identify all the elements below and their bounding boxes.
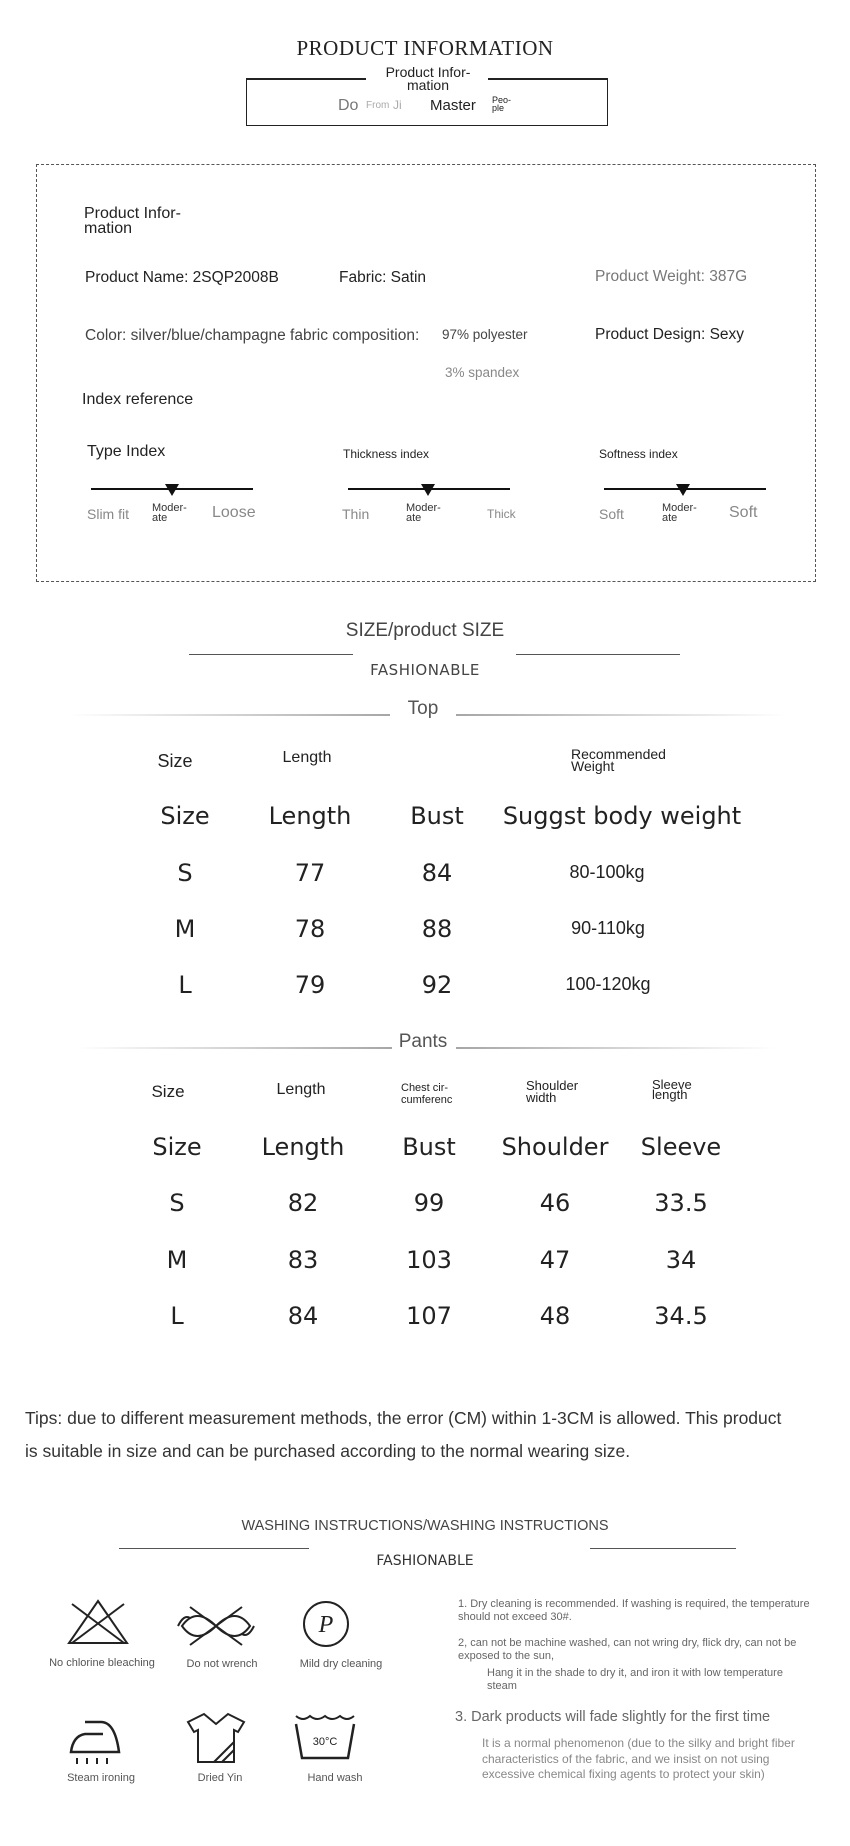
hand-wash-label: Hand wash: [307, 1772, 363, 1784]
top-table-label: Top: [407, 698, 439, 719]
composition-polyester: 97% polyester: [442, 327, 528, 342]
type-index-marker: [165, 484, 179, 496]
steam-iron-icon: [67, 1714, 123, 1766]
washing-note-1: 1. Dry cleaning is recommended. If washing is required, the temperature should not exceed 30#.: [458, 1598, 810, 1623]
product-name: Product Name: 2SQP2008B: [85, 269, 279, 286]
table-row: M: [166, 1246, 188, 1274]
table-row: S: [169, 1189, 185, 1217]
softness-index-mid: Moder- ate: [662, 502, 697, 524]
washing-note-2b: Hang it in the shade to dry it, and iron it with low temperature steam: [487, 1667, 783, 1692]
type-index-left: Slim fit: [87, 506, 129, 522]
washing-note-3b: It is a normal phenomenon (due to the silky and bright fiber characteristics of the fabric, and we insist on not using excessive chemical fixing agents to protect your skin): [482, 1736, 795, 1781]
softness-index-left: Soft: [599, 506, 624, 522]
header-word-from: From: [366, 100, 390, 111]
pants-header-shoulder: Shoulder: [501, 1133, 609, 1161]
steam-iron-label: Steam ironing: [67, 1772, 135, 1784]
info-heading: Product Infor- mation: [84, 205, 181, 237]
type-index-title: Type Index: [87, 443, 166, 460]
composition-spandex: 3% spandex: [445, 365, 520, 380]
thickness-index-left: Thin: [342, 506, 370, 522]
hand-wash-glyph: 30°C: [312, 1736, 338, 1748]
pants-small-header-size: Size: [151, 1082, 185, 1101]
table-cell: 100-120kg: [565, 974, 651, 994]
table-cell: 79: [294, 971, 326, 999]
table-cell: 107: [406, 1302, 452, 1330]
top-small-header-length: Length: [282, 749, 332, 766]
mild-dry-clean-glyph: P: [318, 1612, 334, 1638]
washing-note-3: 3. Dark products will fade slightly for the first time: [455, 1709, 771, 1725]
table-cell: 99: [413, 1189, 445, 1217]
table-row: L: [178, 971, 192, 999]
softness-index-marker: [676, 484, 690, 496]
table-row: S: [177, 859, 193, 887]
table-cell: 88: [421, 915, 453, 943]
table-cell: 80-100kg: [569, 862, 645, 882]
pants-header-length: Length: [261, 1133, 345, 1161]
top-small-header-weight: Recommended Weight: [571, 746, 666, 774]
color-composition: Color: silver/blue/champagne fabric composition:: [85, 327, 420, 344]
pants-small-header-shoulder: Shoulder width: [526, 1078, 579, 1105]
table-cell: 34.5: [654, 1302, 708, 1330]
table-cell: 78: [294, 915, 326, 943]
washing-subtitle: FASHIONABLE: [376, 1553, 474, 1569]
header-box-label: Product Infor- mation: [385, 64, 471, 93]
top-header-length: Length: [268, 802, 352, 830]
thickness-index-marker: [421, 484, 435, 496]
mild-dry-clean-label: Mild dry cleaning: [299, 1658, 383, 1670]
header-word-do: Do: [338, 97, 359, 114]
hand-wash-icon: [294, 1712, 356, 1762]
pants-header-size: Size: [152, 1133, 202, 1161]
table-cell: 82: [287, 1189, 319, 1217]
table-cell: 77: [294, 859, 326, 887]
product-design: Product Design: Sexy: [595, 326, 745, 343]
table-cell: 47: [539, 1246, 571, 1274]
table-cell: 103: [406, 1246, 452, 1274]
table-cell: 46: [539, 1189, 571, 1217]
washing-note-2: 2, can not be machine washed, can not wring dry, flick dry, can not be exposed to the sun,: [458, 1637, 797, 1662]
thickness-index-title: Thickness index: [343, 447, 430, 461]
pants-small-header-length: Length: [276, 1081, 326, 1098]
mild-dry-clean-icon: [302, 1600, 350, 1648]
header-word-ji: Ji: [393, 98, 402, 112]
top-small-header-size: Size: [157, 751, 193, 771]
table-cell: 48: [539, 1302, 571, 1330]
product-weight: Product Weight: 387G: [595, 268, 748, 285]
header-word-people: Peo- ple: [492, 95, 512, 113]
header-word-master: Master: [430, 97, 476, 114]
softness-index-right: Soft: [729, 504, 758, 521]
table-row: L: [170, 1302, 184, 1330]
top-header-weight: Suggst body weight: [502, 802, 742, 830]
index-reference: Index reference: [82, 391, 194, 408]
pants-table-label: Pants: [398, 1031, 448, 1052]
table-row: M: [174, 915, 196, 943]
page-title: PRODUCT INFORMATION: [296, 36, 554, 60]
no-chlorine-bleach-icon: [66, 1598, 130, 1646]
type-index-mid: Moder- ate: [152, 502, 187, 524]
dry-in-shade-icon: [184, 1712, 248, 1764]
do-not-wring-icon: [176, 1604, 256, 1648]
washing-title: WASHING INSTRUCTIONS/WASHING INSTRUCTIONS: [241, 1518, 609, 1534]
type-index-right: Loose: [212, 504, 256, 521]
pants-small-header-sleeve: Sleeve length: [652, 1077, 692, 1102]
thickness-index-right: Thick: [487, 507, 516, 521]
softness-index-title: Softness index: [599, 447, 678, 461]
table-cell: 33.5: [654, 1189, 708, 1217]
pants-header-bust: Bust: [402, 1133, 456, 1161]
no-chlorine-bleach-label: No chlorine bleaching: [49, 1657, 155, 1669]
table-cell: 34: [665, 1246, 697, 1274]
tips-text: Tips: due to different measurement methods, the error (CM) within 1-3CM is allowed. This product is suitable in size and can be purchased according to the normal wearing size.: [25, 1408, 782, 1461]
thickness-index-mid: Moder- ate: [406, 502, 441, 524]
table-cell: 84: [421, 859, 453, 887]
dry-in-shade-label: Dried Yin: [197, 1772, 243, 1784]
table-cell: 90-110kg: [571, 918, 645, 938]
table-cell: 84: [287, 1302, 319, 1330]
size-section-subtitle: FASHIONABLE: [370, 661, 480, 679]
pants-header-sleeve: Sleeve: [640, 1133, 722, 1161]
do-not-wring-label: Do not wrench: [186, 1658, 258, 1670]
size-section-title: SIZE/product SIZE: [345, 620, 505, 641]
fabric: Fabric: Satin: [339, 269, 427, 286]
table-cell: 92: [421, 971, 453, 999]
pants-small-header-chest: Chest cir- cumferenc: [401, 1082, 453, 1106]
table-cell: 83: [287, 1246, 319, 1274]
top-header-bust: Bust: [410, 802, 464, 830]
top-header-size: Size: [160, 802, 210, 830]
